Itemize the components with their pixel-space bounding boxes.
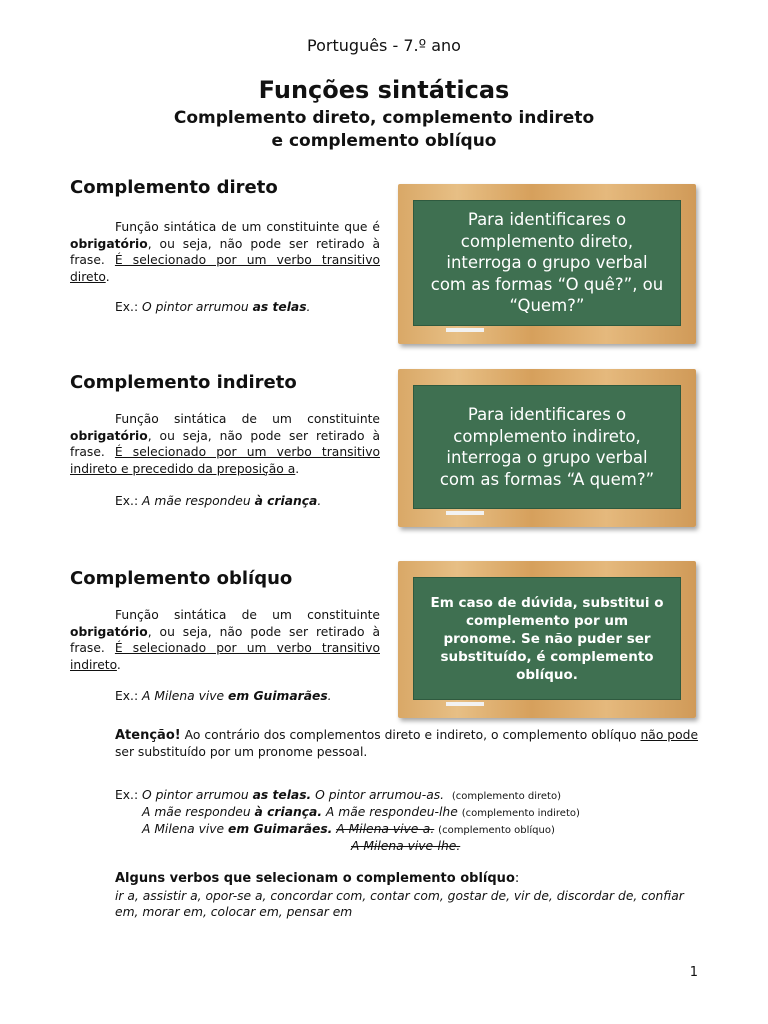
heading-complemento-direto: Complemento direto bbox=[70, 177, 278, 198]
chalkboard-text: Para identificares o complemento direto, interroga o grupo verbal com as formas “O quê?”, ou “Quem?” bbox=[430, 210, 664, 316]
example-line-2: A mãe respondeu à criança. A mãe respondeu-lhe (complemento indireto) bbox=[142, 805, 580, 819]
chalkboard-slate bbox=[413, 385, 681, 509]
page-number: 1 bbox=[689, 965, 698, 980]
page-title: Funções sintáticas bbox=[258, 76, 510, 104]
example-complemento-direto: Ex.: O pintor arrumou as telas. bbox=[115, 300, 311, 314]
verbs-heading: Alguns verbos que selecionam o complemento oblíquo: bbox=[115, 871, 520, 886]
attention-note: Atenção! Ao contrário dos complementos direto e indireto, o complemento oblíquo não pode ser substituído por um pronome pessoal. bbox=[115, 728, 699, 759]
definition-complemento-direto: Função sintática de um constituinte que é obrigatório, ou seja, não pode ser retirado à frase. É selecionado por um verbo transitivo direto. bbox=[70, 220, 380, 284]
heading-complemento-obliquo: Complemento oblíquo bbox=[70, 568, 293, 589]
heading-complemento-indireto: Complemento indireto bbox=[70, 372, 297, 393]
subtitle-line-2: e complemento oblíquo bbox=[271, 131, 497, 151]
example-line-4: A Milena vive-lhe. bbox=[351, 839, 461, 853]
chalkboard-text: Para identificares o complemento indireto, interroga o grupo verbal com as formas “A quem?” bbox=[439, 405, 655, 489]
page-subtitle bbox=[0, 107, 768, 153]
chalkboard-direto bbox=[398, 184, 696, 344]
example-line-3: A Milena vive em Guimarães. A Milena vive-a. (complemento oblíquo) bbox=[142, 822, 555, 836]
chalkboard-slate bbox=[413, 577, 681, 700]
chalkboard-text: Em caso de dúvida, substitui o complemento por um pronome. Se não puder ser substituído, é complemento oblíquo. bbox=[430, 594, 664, 683]
example-complemento-obliquo: Ex.: A Milena vive em Guimarães. bbox=[115, 689, 332, 703]
example-complemento-indireto: Ex.: A mãe respondeu à criança. bbox=[115, 494, 322, 508]
chalkboard-slate bbox=[413, 200, 681, 326]
chalk-piece bbox=[446, 328, 484, 332]
subtitle-line-1: Complemento direto, complemento indireto bbox=[173, 108, 595, 128]
definition-complemento-obliquo: Função sintática de um constituinte obrigatório, ou seja, não pode ser retirado à frase. É selecionado por um verbo transitivo indireto. bbox=[70, 608, 380, 672]
course-label: Português - 7.º ano bbox=[307, 36, 461, 55]
chalk-piece bbox=[446, 702, 484, 706]
verbs-list bbox=[115, 871, 705, 921]
verbs-items: ir a, assistir a, opor-se a, concordar com, contar com, gostar de, vir de, discordar de, confiar em, morar em, colocar em, pensar em bbox=[115, 888, 684, 919]
chalkboard-obliquo bbox=[398, 561, 696, 718]
chalk-piece bbox=[446, 511, 484, 515]
chalkboard-indireto bbox=[398, 369, 696, 527]
example-line-1: Ex.: O pintor arrumou as telas. O pintor arrumou-as. (complemento direto) bbox=[115, 788, 561, 802]
definition-complemento-indireto: Função sintática de um constituinte obrigatório, ou seja, não pode ser retirado à frase. É selecionado por um verbo transitivo indireto e precedido da preposição a. bbox=[70, 412, 380, 476]
